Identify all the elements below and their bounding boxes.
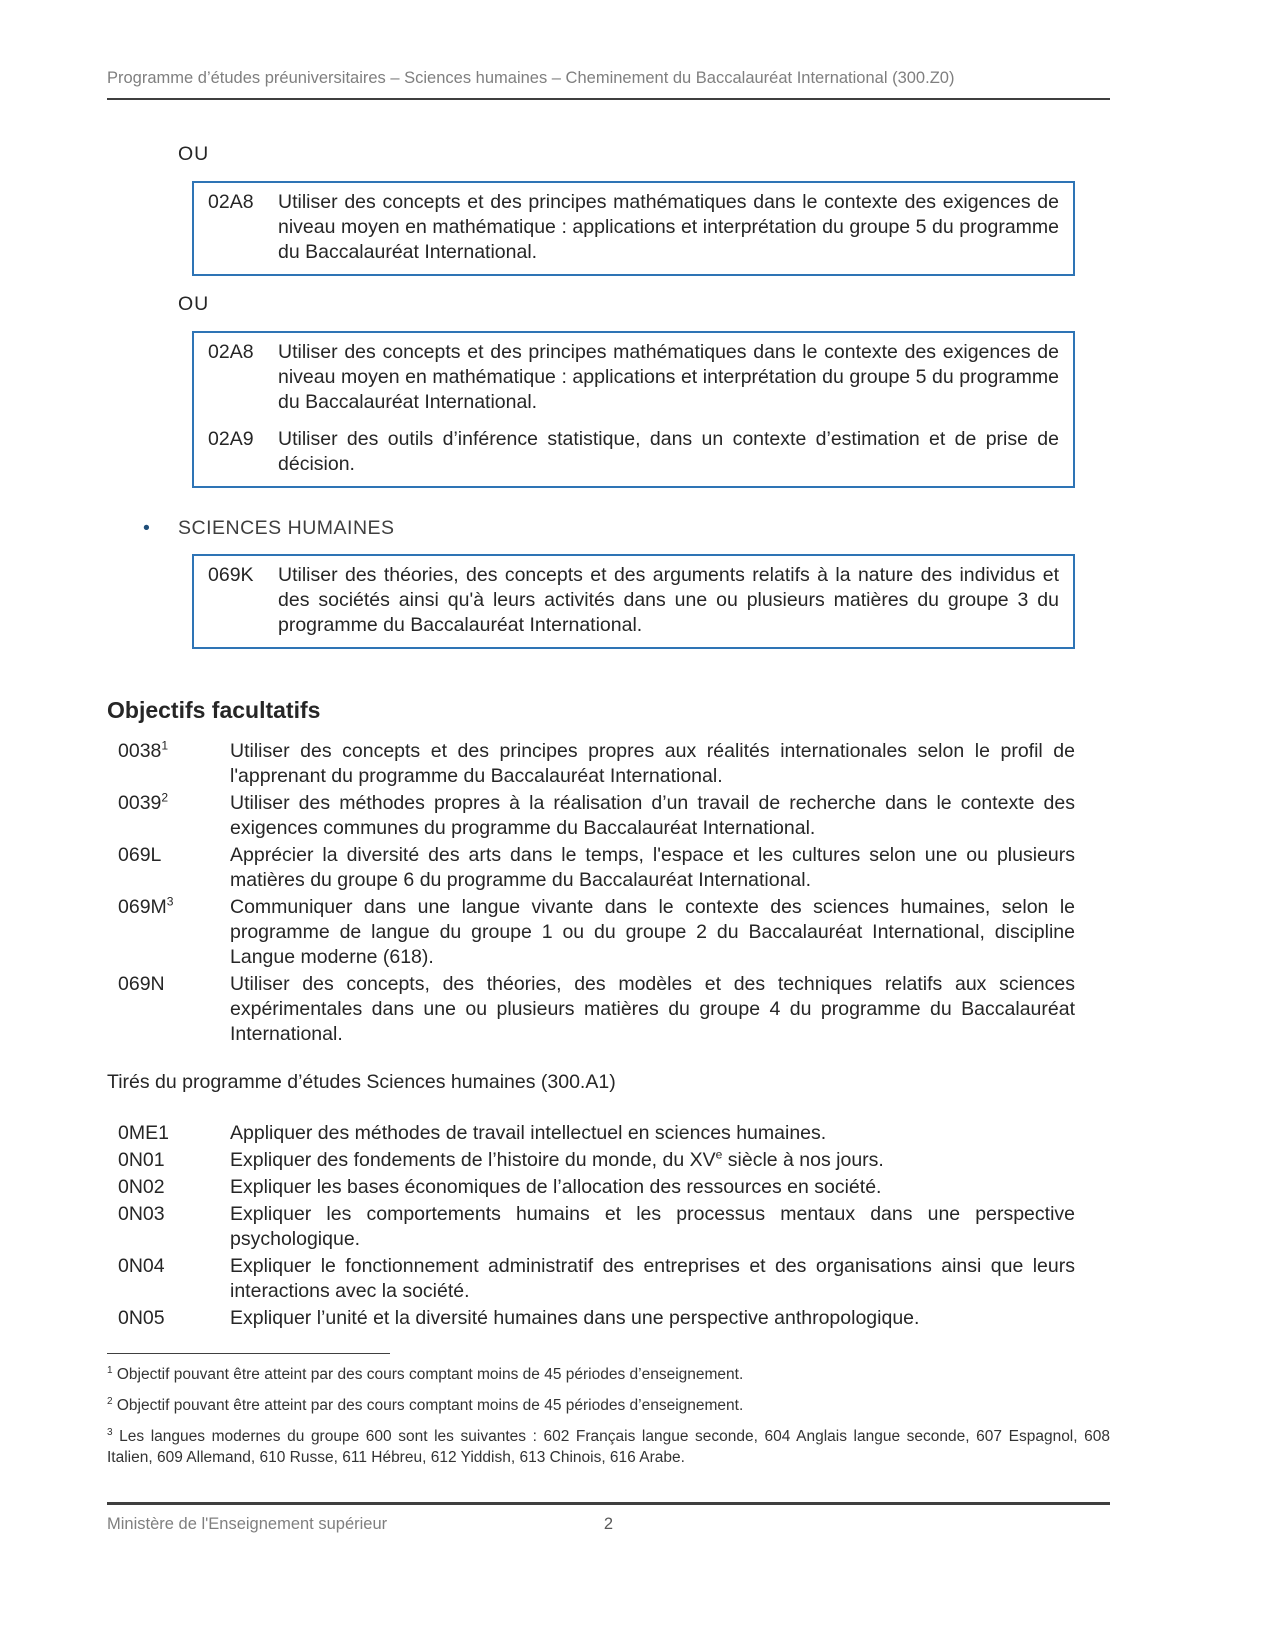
objective-text: Utiliser des théories, des concepts et des arguments relatifs à la nature des individus et des sociétés ainsi qu'à leurs activités dans une ou plusieurs matières du groupe 3 du programme du Baccalauréat International. — [278, 564, 1059, 636]
objective-row — [107, 972, 1075, 1047]
objective-text: Expliquer le fonctionnement administratif des entreprises et des organisations ainsi que leurs interactions avec la société. — [230, 1255, 1075, 1302]
bullet-icon: • — [143, 517, 150, 539]
section-label: SCIENCES HUMAINES — [178, 517, 395, 539]
objective-text: Expliquer les bases économiques de l’allocation des ressources en société. — [230, 1176, 882, 1198]
objective-text-segment: siècle à nos jours. — [722, 1149, 884, 1171]
ou-label: OU — [178, 143, 210, 165]
objective-box-02a8 — [192, 181, 1075, 276]
objective-code — [118, 739, 230, 789]
objective-code-text: 0039 — [118, 792, 162, 814]
objective-row — [107, 895, 1075, 970]
objective-row — [107, 1254, 1075, 1304]
objective-text: Expliquer l’unité et la diversité humaines dans une perspective anthropologique. — [230, 1307, 920, 1329]
objective-code: 0N04 — [118, 1255, 165, 1277]
objective-code-text: 069N — [118, 973, 165, 995]
objective-row — [107, 1175, 1075, 1200]
footnote — [107, 1395, 1110, 1416]
ou-label: OU — [178, 293, 210, 315]
footnotes-section — [107, 1353, 1110, 1468]
objective-box-069k — [192, 554, 1075, 649]
objective-text — [230, 1148, 1075, 1173]
objective-text: Appliquer des méthodes de travail intellectuel en sciences humaines. — [230, 1122, 827, 1144]
footnote-ref: 3 — [166, 894, 174, 909]
document-header — [107, 0, 1110, 100]
objective-row — [107, 739, 1075, 789]
objective-row — [107, 1148, 1075, 1173]
objective-text: Communiquer dans une langue vivante dans le contexte des sciences humaines, selon le programme de langue du groupe 1 ou du groupe 2 du Baccalauréat International, discipline Langue moderne (618). — [230, 896, 1075, 968]
objective-text: Expliquer les comportements humains et les processus mentaux dans une perspective psychologique. — [230, 1203, 1075, 1250]
footer-ministry-label: Ministère de l'Enseignement supérieur — [107, 1515, 388, 1533]
objective-text: Utiliser des concepts et des principes mathématiques dans le contexte des exigences de niveau moyen en mathématique : applications et interprétation du groupe 5 du programme du Baccalauréat International. — [278, 191, 1059, 263]
objective-text: Utiliser des concepts et des principes mathématiques dans le contexte des exigences de niveau moyen en mathématique : applications et interprétation du groupe 5 du programme du Baccalauréat International. — [278, 341, 1059, 413]
objective-code-text: 069L — [118, 844, 162, 866]
objective-row — [107, 1306, 1075, 1331]
footnote-separator — [107, 1353, 390, 1354]
source-line: Tirés du programme d’études Sciences humaines (300.A1) — [107, 1071, 616, 1093]
objective-entry — [208, 427, 1059, 477]
footnote — [107, 1364, 1110, 1385]
objective-entry — [208, 563, 1059, 638]
objective-entry — [208, 190, 1059, 265]
objective-row — [107, 843, 1075, 893]
objective-code-text: 0038 — [118, 740, 162, 762]
optional-objectives-list — [107, 739, 1075, 1047]
objective-text: Utiliser des concepts et des principes propres aux réalités internationales selon le profil de l'apprenant du programme du Baccalauréat International. — [230, 740, 1075, 787]
footnote-text: Objectif pouvant être atteint par des cours comptant moins de 45 périodes d’enseignement. — [116, 1366, 744, 1383]
footnote-text: Les langues modernes du groupe 600 sont les suivantes : 602 Français langue seconde, 604 Anglais langue seconde, 607 Espagnol, 608 Italien, 609 Allemand, 610 Russe, 611 Hébreu, 612 Yiddish, 613 Chinois, 616 Arabe. — [107, 1428, 1111, 1466]
objective-text: Utiliser des méthodes propres à la réalisation d’un travail de recherche dans le contexte des exigences communes du programme du Baccalauréat International. — [230, 792, 1075, 839]
objective-code — [118, 895, 230, 970]
objective-code — [118, 791, 230, 841]
objective-text: Apprécier la diversité des arts dans le temps, l'espace et les cultures selon une ou plusieurs matières du groupe 6 du programme du Baccalauréat International. — [230, 844, 1075, 891]
objective-code-text: 069M — [118, 896, 167, 918]
objective-code: 0N01 — [118, 1149, 165, 1171]
footnote — [107, 1426, 1110, 1468]
objective-box-02a8-02a9 — [192, 331, 1075, 488]
objective-code: 0N02 — [118, 1176, 165, 1198]
objective-code: 0N05 — [118, 1307, 165, 1329]
objective-code: 02A8 — [208, 191, 254, 213]
page-number: 2 — [603, 1515, 614, 1533]
section-heading: Objectifs facultatifs — [107, 697, 321, 723]
footnote-ref: 2 — [161, 790, 169, 805]
footnote-marker: 3 — [107, 1426, 113, 1438]
objective-row — [107, 1202, 1075, 1252]
objective-text-segment: Expliquer des fondements de l’histoire du monde, du XV — [230, 1149, 716, 1171]
objective-code: 0ME1 — [118, 1122, 169, 1144]
objective-code: 069K — [208, 564, 254, 586]
footnote-marker: 1 — [107, 1364, 113, 1376]
document-footer — [107, 1502, 1110, 1537]
footnote-marker: 2 — [107, 1395, 113, 1407]
header-title: Programme d’études préuniversitaires – Sciences humaines – Cheminement du Baccalauréat International (300.Z0) — [107, 68, 1110, 100]
section-bullet-line — [143, 516, 1110, 541]
footnote-text: Objectif pouvant être atteint par des cours comptant moins de 45 périodes d’enseignement. — [116, 1397, 744, 1414]
objective-entry — [208, 340, 1059, 415]
objective-code — [118, 843, 230, 893]
objective-row — [107, 791, 1075, 841]
objective-text: Utiliser des concepts, des théories, des modèles et des techniques relatifs aux sciences expérimentales dans une ou plusieurs matières du groupe 4 du programme du Baccalauréat International. — [230, 973, 1075, 1045]
objective-code: 02A8 — [208, 341, 254, 363]
program-objectives-list — [107, 1121, 1075, 1331]
objective-code — [118, 972, 230, 1047]
ordinal-superscript: e — [715, 1147, 723, 1162]
objective-code: 02A9 — [208, 428, 254, 450]
document-body — [107, 142, 1110, 1468]
objective-row — [107, 1121, 1075, 1146]
footnote-ref: 1 — [161, 738, 169, 753]
objective-text: Utiliser des outils d’inférence statistique, dans un contexte d’estimation et de prise de décision. — [278, 428, 1059, 475]
objective-code: 0N03 — [118, 1203, 165, 1225]
